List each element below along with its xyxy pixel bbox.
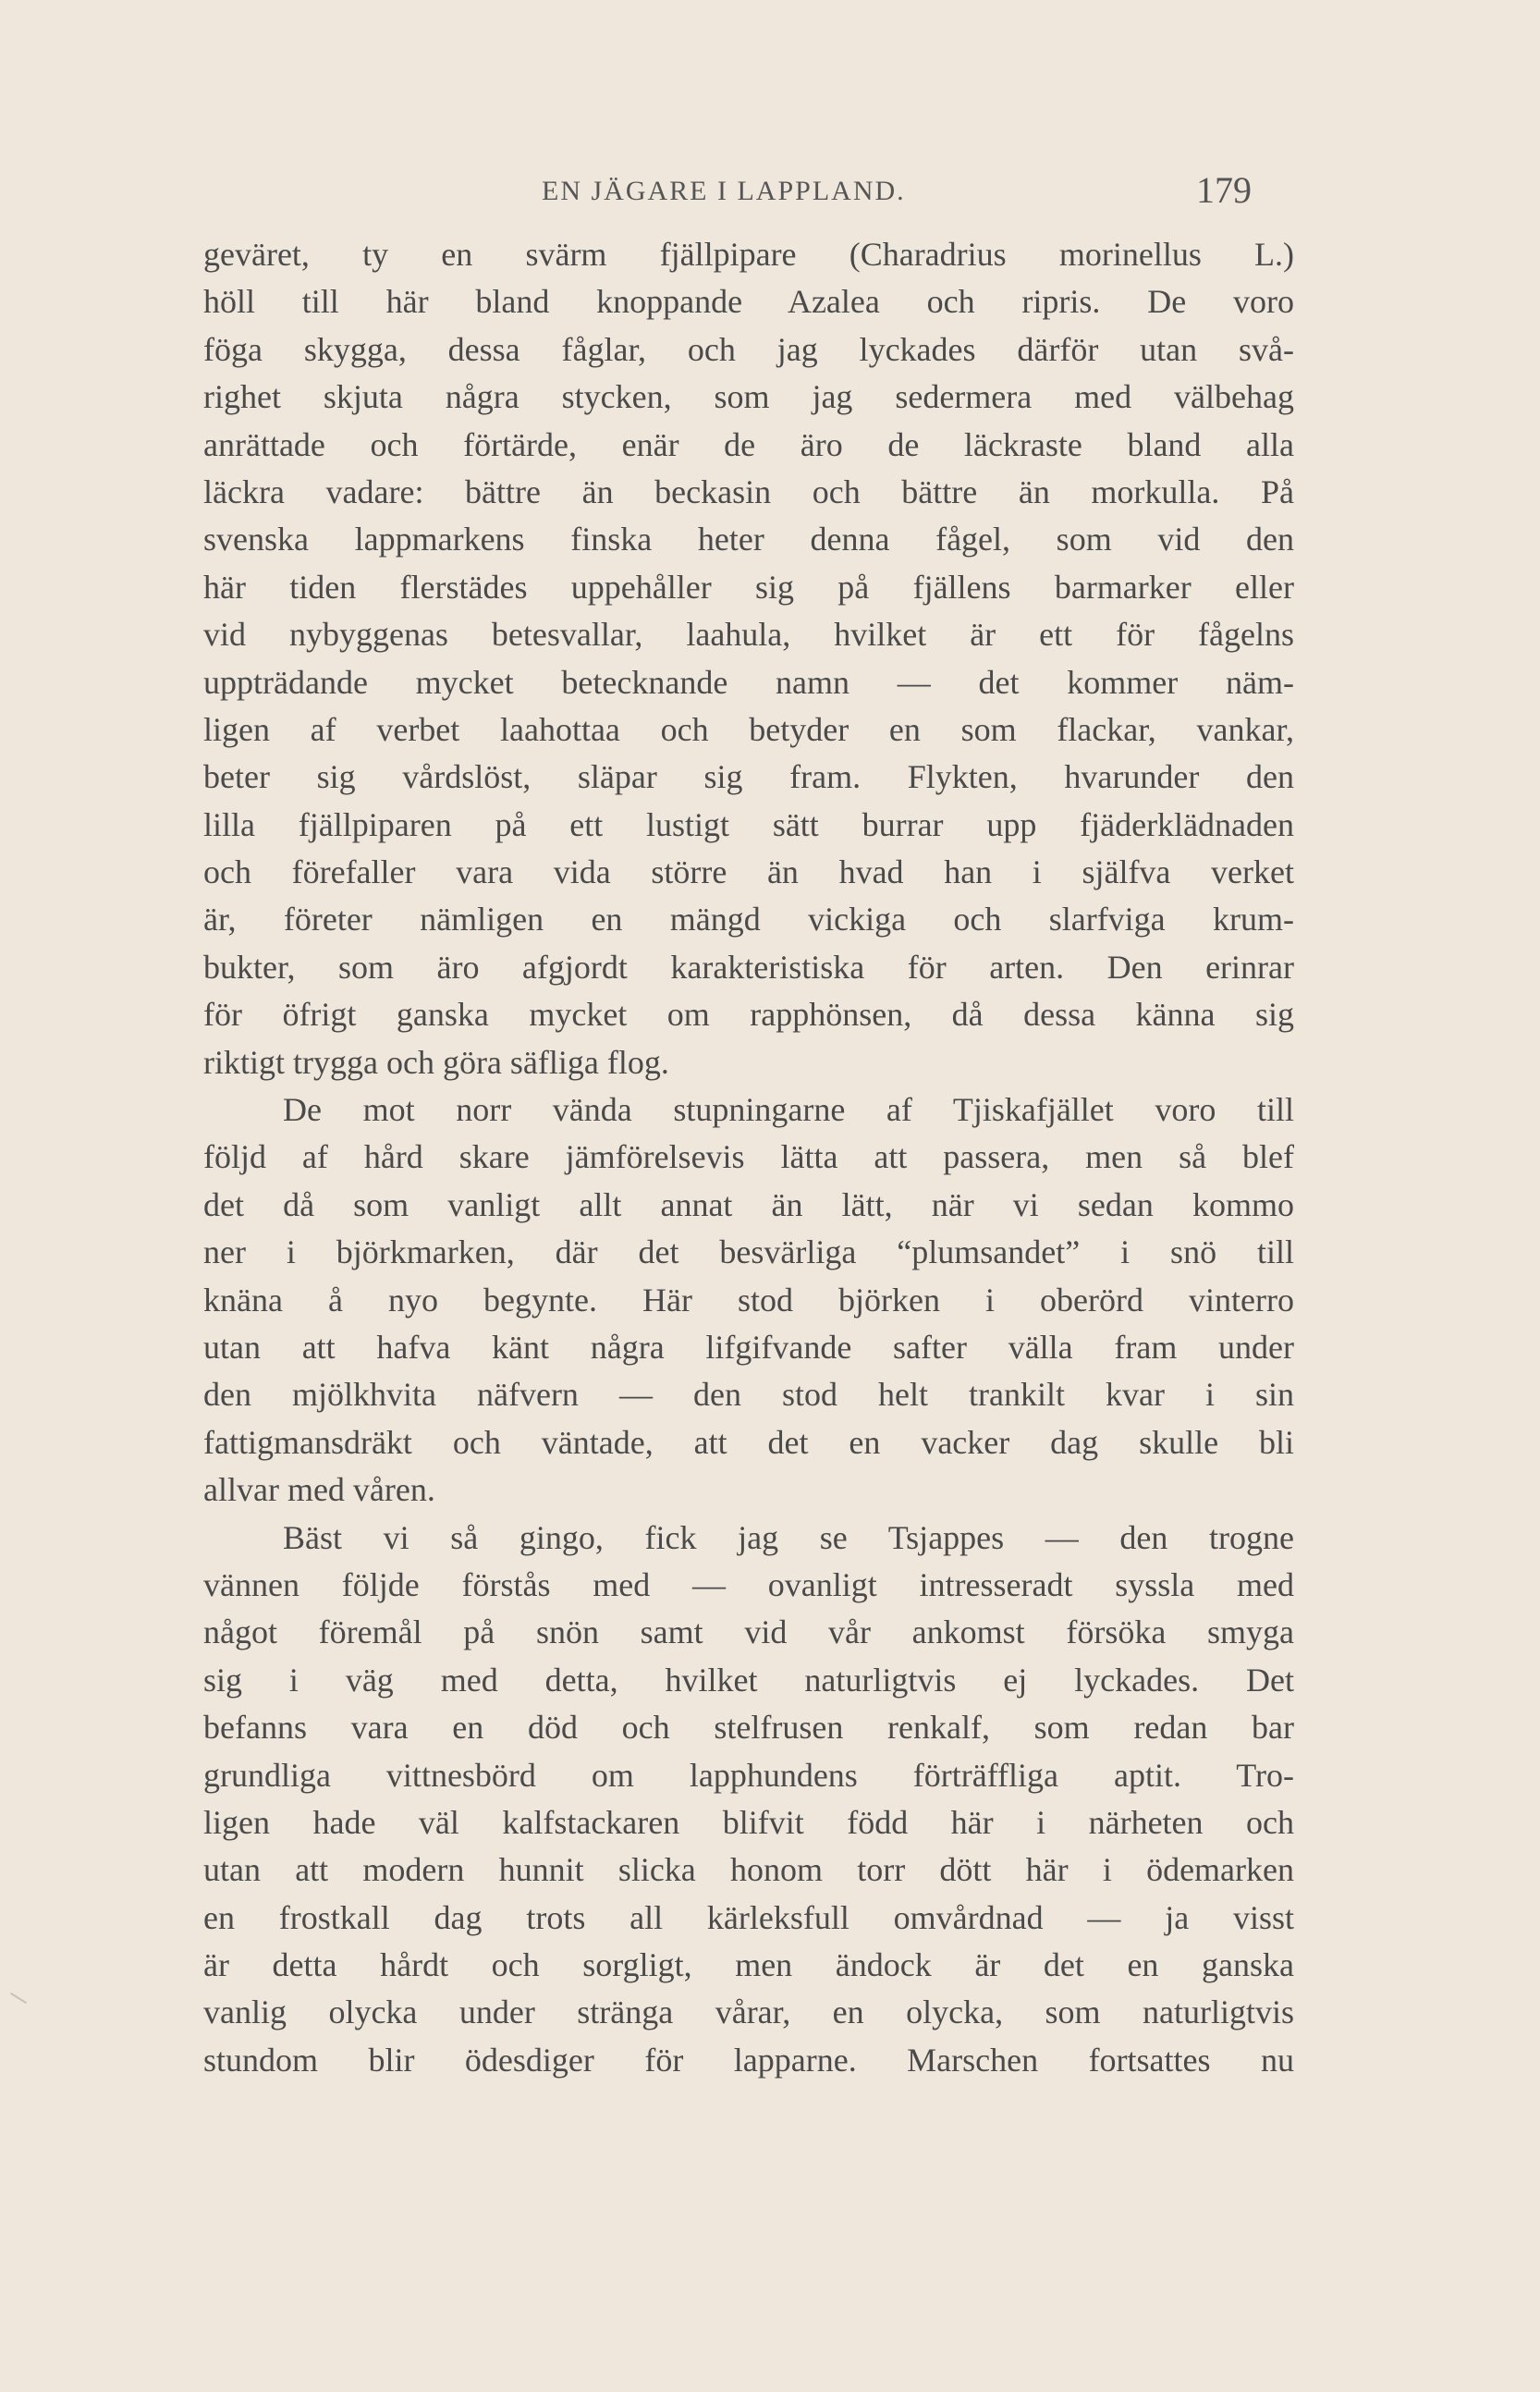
text-line: befanns vara en död och stelfrusen renkalf, som redan bar bbox=[203, 1709, 1294, 1747]
text-line: för öfrigt ganska mycket om rapphönsen, då dessa känna sig bbox=[203, 996, 1294, 1034]
text-line: De mot norr vända stupningarne af Tjiskafjället voro till bbox=[283, 1091, 1294, 1129]
text-line: lilla fjällpiparen på ett lustigt sätt burrar upp fjäderklädnaden bbox=[203, 805, 1294, 843]
text-line: bukter, som äro afgjordt karakteristiska för arten. Den erinrar bbox=[203, 948, 1294, 986]
body-text bbox=[203, 231, 1294, 2084]
text-line: ligen af verbet laahottaa och betyder en som flackar, vankar, bbox=[203, 710, 1294, 748]
text-line: stundom blir ödesdiger för lapparne. Marschen fortsattes nu bbox=[203, 2041, 1294, 2079]
text-line: ligen hade väl kalfstackaren blifvit född här i närheten och bbox=[203, 1803, 1294, 1841]
text-line: beter sig vårdslöst, släpar sig fram. Flykten, hvarunder den bbox=[203, 758, 1294, 796]
text-line: något föremål på snön samt vid vår ankomst försöka smyga bbox=[203, 1613, 1294, 1651]
page-header bbox=[542, 169, 1490, 216]
text-line: fattigmansdräkt och väntade, att det en vacker dag skulle bli bbox=[203, 1423, 1294, 1461]
text-line: righet skjuta några stycken, som jag sedermera med välbehag bbox=[203, 378, 1294, 416]
margin-mark bbox=[10, 1993, 27, 2004]
text-line: riktigt trygga och göra säfliga flog. bbox=[203, 1043, 669, 1081]
text-line: sig i väg med detta, hvilket naturligtvis ej lyckades. Det bbox=[203, 1661, 1294, 1699]
text-line: Bäst vi så gingo, fick jag se Tsjappes — den trogne bbox=[283, 1518, 1294, 1556]
text-line: läckra vadare: bättre än beckasin och bättre än morkulla. På bbox=[203, 472, 1294, 510]
text-line: en frostkall dag trots all kärleksfull omvårdnad — ja visst bbox=[203, 1898, 1294, 1936]
text-line: uppträdande mycket betecknande namn — det kommer näm- bbox=[203, 663, 1294, 701]
text-line: föga skygga, dessa fåglar, och jag lyckades därför utan svå- bbox=[203, 330, 1294, 368]
text-line: allvar med våren. bbox=[203, 1471, 435, 1509]
text-line: vanlig olycka under stränga vårar, en olycka, som naturligtvis bbox=[203, 1993, 1294, 2031]
text-line: vid nybyggenas betesvallar, laahula, hvilket är ett för fågelns bbox=[203, 616, 1294, 654]
text-line: här tiden flerstädes uppehåller sig på fjällens barmarker eller bbox=[203, 568, 1294, 606]
text-line: den mjölkhvita näfvern — den stod helt trankilt kvar i sin bbox=[203, 1376, 1294, 1414]
text-line: det då som vanligt allt annat än lätt, när vi sedan kommo bbox=[203, 1185, 1294, 1223]
text-line: är, företer nämligen en mängd vickiga och slarfviga krum- bbox=[203, 901, 1294, 938]
text-line: utan att hafva känt några lifgifvande safter välla fram under bbox=[203, 1328, 1294, 1366]
text-line: vännen följde förstås med — ovanligt intresseradt syssla med bbox=[203, 1565, 1294, 1603]
text-line: utan att modern hunnit slicka honom torr dött här i ödemarken bbox=[203, 1851, 1294, 1889]
text-line: svenska lappmarkens finska heter denna fågel, som vid den bbox=[203, 521, 1294, 558]
text-line: följd af hård skare jämförelsevis lätta att passera, men så blef bbox=[203, 1138, 1294, 1176]
text-line: höll till här bland knoppande Azalea och ripris. De voro bbox=[203, 283, 1294, 321]
text-line: anrättade och förtärde, enär de äro de läckraste bland alla bbox=[203, 425, 1294, 463]
text-line: ner i björkmarken, där det besvärliga “plumsandet” i snö till bbox=[203, 1233, 1294, 1271]
running-title: EN JÄGARE I LAPPLAND. bbox=[542, 176, 906, 206]
page-number: 179 bbox=[1196, 169, 1252, 211]
text-line: och förefaller vara vida större än hvad han i själfva verket bbox=[203, 853, 1294, 891]
text-line: knäna å nyo begynte. Här stod björken i oberörd vinterro bbox=[203, 1281, 1294, 1319]
text-line: grundliga vittnesbörd om lapphundens förträffliga aptit. Tro- bbox=[203, 1756, 1294, 1794]
text-line: är detta hårdt och sorgligt, men ändock är det en ganska bbox=[203, 1946, 1294, 1984]
text-line: geväret, ty en svärm fjällpipare (Charadrius morinellus L.) bbox=[203, 236, 1294, 273]
